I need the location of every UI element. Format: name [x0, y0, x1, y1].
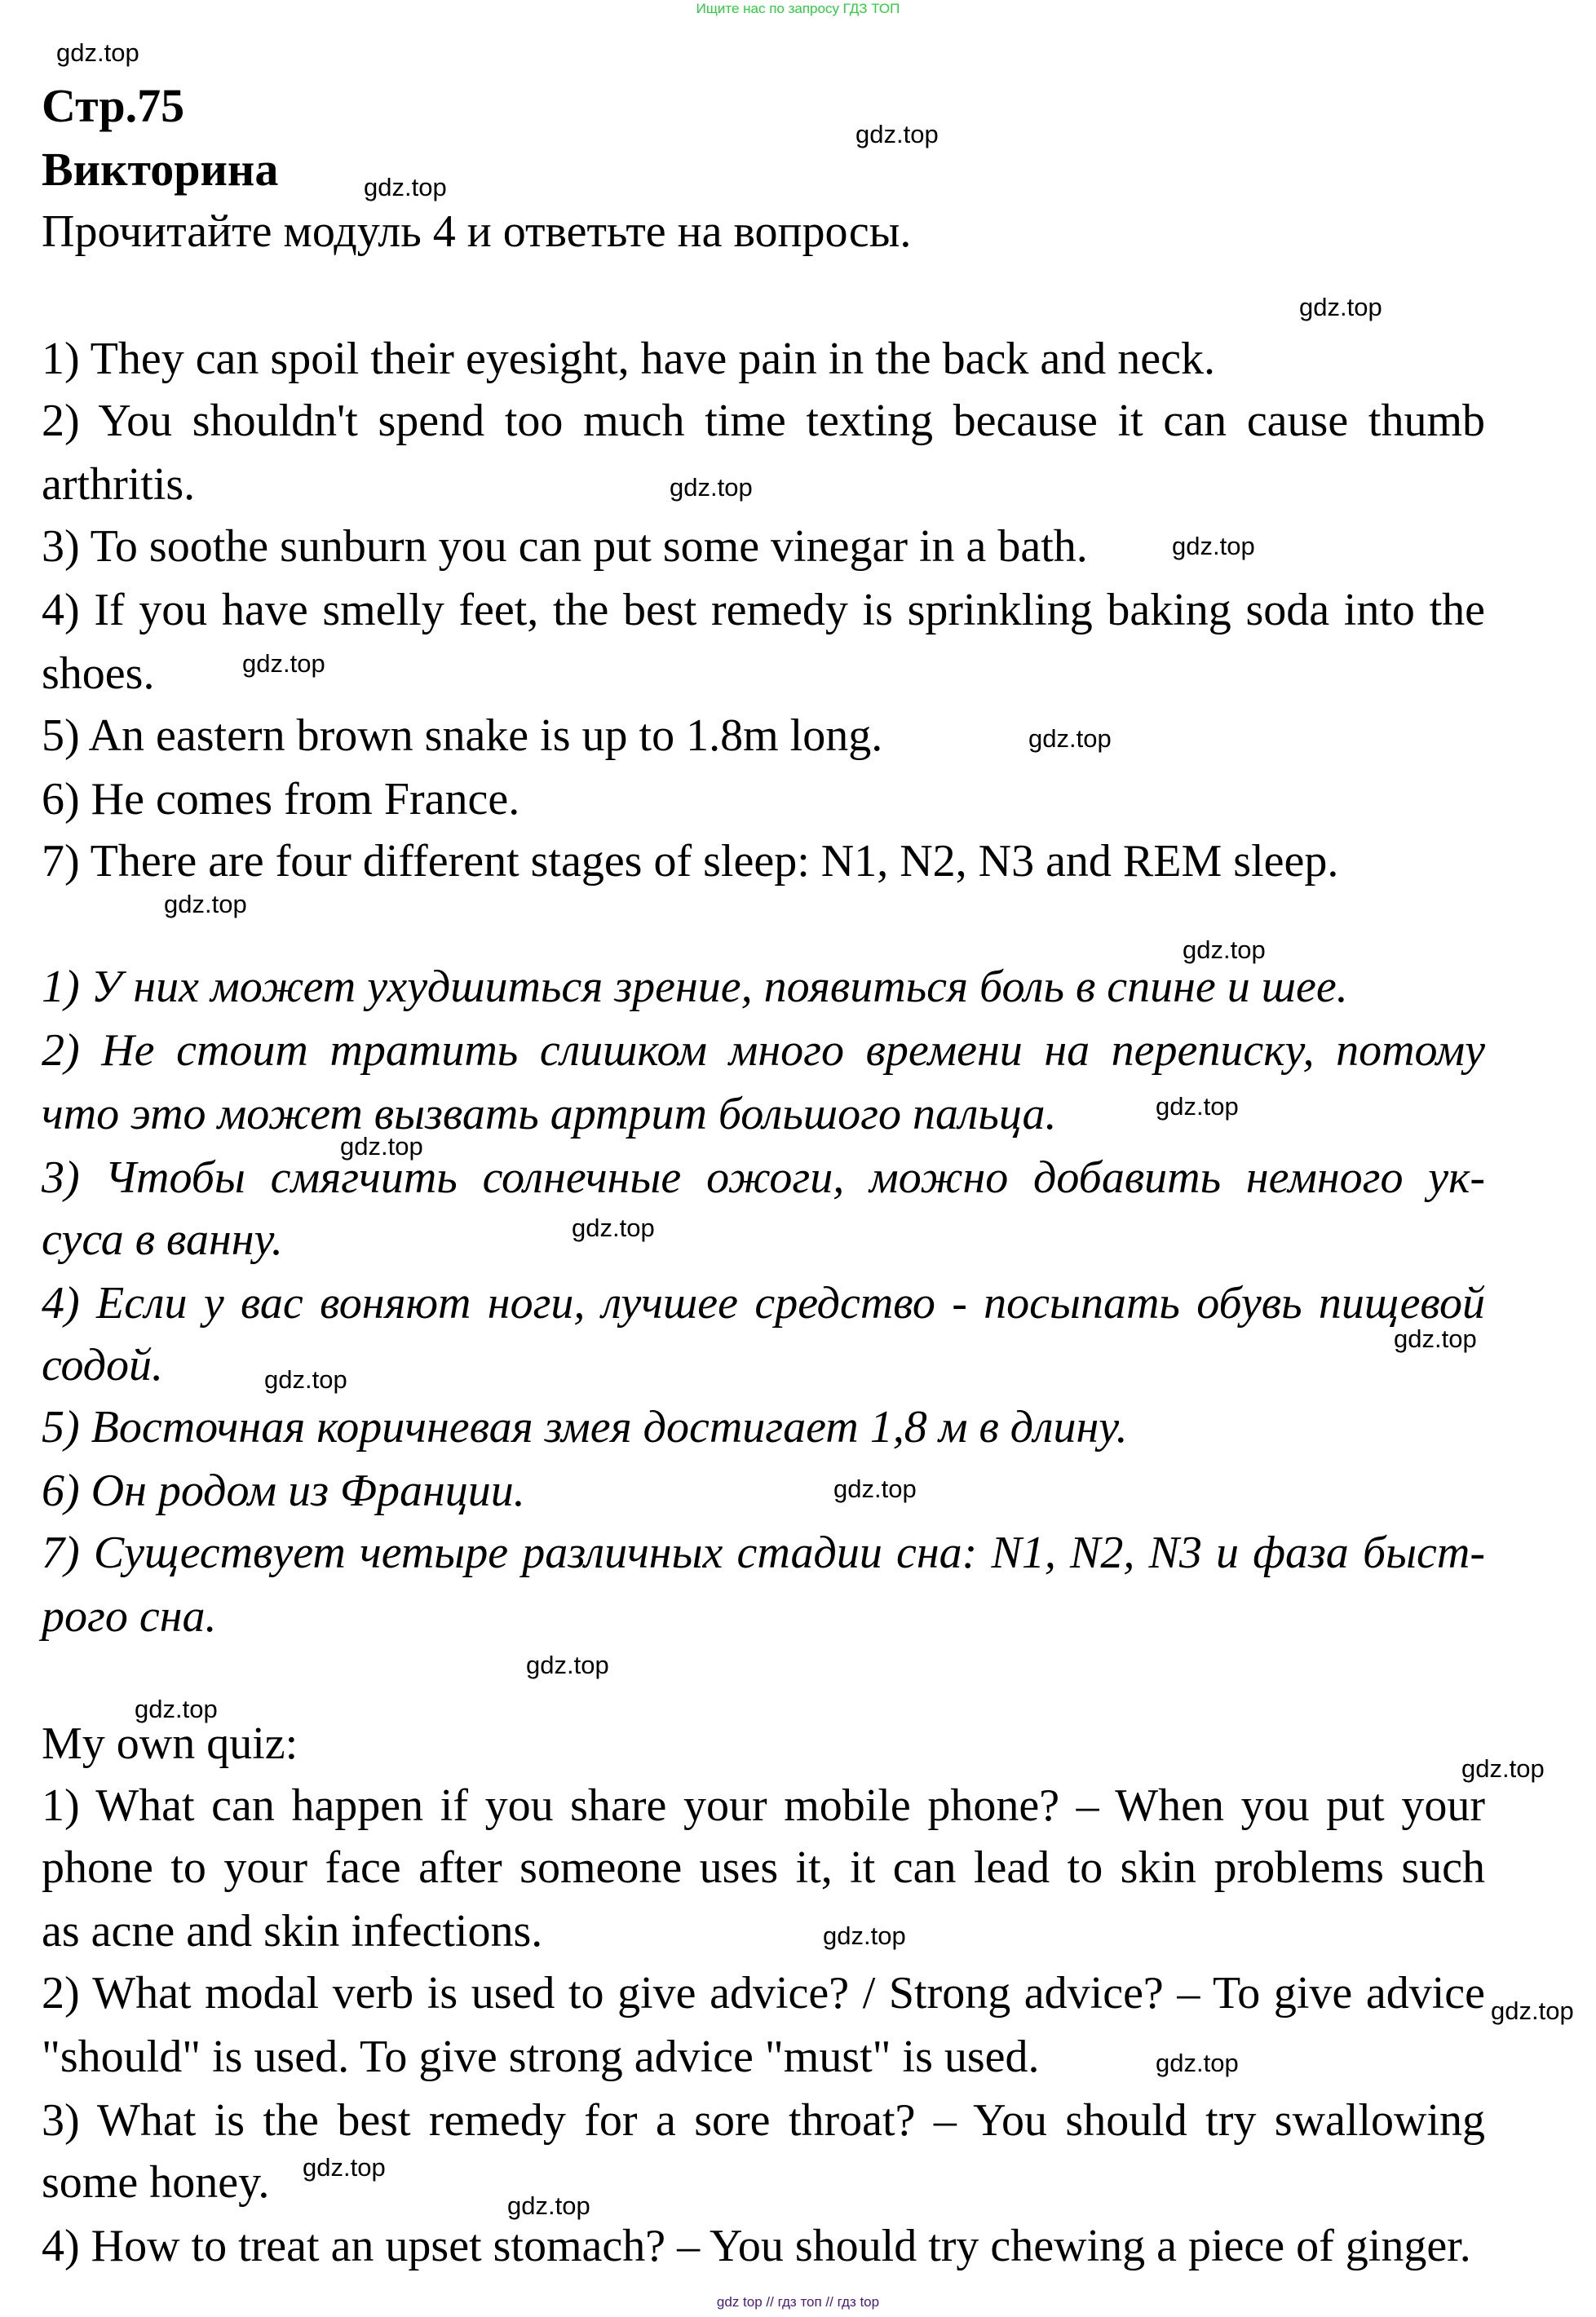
watermark: gdz.top: [56, 38, 139, 67]
answer-ru-line: 3) Чтобы смягчить солнечные ожоги, можно добавить немного ук-: [42, 1152, 1485, 1203]
watermark: gdz.top: [242, 649, 325, 678]
bottom-banner: gdz top // гдз топ // гдз top: [716, 2294, 880, 2310]
answer-ru-line: рого сна.: [42, 1591, 217, 1642]
own-quiz-line: phone to your face after someone uses it, it can lead to skin problems such: [42, 1842, 1485, 1893]
own-quiz-line: 3) What is the best remedy for a sore throat? – You should try swallowing: [42, 2095, 1485, 2146]
watermark: gdz.top: [833, 1475, 917, 1503]
watermark: gdz.top: [855, 120, 939, 148]
watermark: gdz.top: [526, 1651, 609, 1679]
own-quiz-line: 1) What can happen if you share your mobile phone? – When you put your: [42, 1780, 1485, 1831]
answer-en-line: arthritis.: [42, 459, 196, 510]
answer-ru-line: 1) У них может ухудшиться зрение, появиться боль в спине и шее.: [42, 962, 1348, 1012]
answer-ru-line: содой.: [42, 1340, 164, 1391]
own-quiz-line: "should" is used. To give strong advice "must" is used.: [42, 2032, 1040, 2082]
own-quiz-line: 4) How to treat an upset stomach? – You should try chewing a piece of ginger.: [42, 2221, 1471, 2271]
section-title: Викторина: [42, 143, 279, 196]
watermark: gdz.top: [164, 890, 247, 918]
own-quiz-title: My own quiz:: [42, 1718, 298, 1769]
watermark: gdz.top: [1028, 724, 1112, 753]
answer-en-line: 5) An eastern brown snake is up to 1.8m long.: [42, 710, 883, 761]
watermark: gdz.top: [340, 1132, 423, 1161]
watermark: gdz.top: [572, 1214, 655, 1242]
answer-en-line: 6) He comes from France.: [42, 774, 520, 825]
own-quiz-line: some honey.: [42, 2157, 270, 2208]
watermark: gdz.top: [364, 173, 447, 201]
answer-ru-line: 2) Не стоит тратить слишком много времени на переписку, потому: [42, 1025, 1485, 1076]
answer-en-line: 2) You shouldn't spend too much time texting because it can cause thumb: [42, 396, 1485, 446]
task-instruction: Прочитайте модуль 4 и ответьте на вопросы.: [42, 206, 912, 257]
answer-en-line: shoes.: [42, 648, 155, 699]
answer-ru-line: суса в ванну.: [42, 1214, 283, 1265]
answer-ru-line: что это может вызвать артрит большого пальца.: [42, 1089, 1057, 1139]
watermark: gdz.top: [1299, 293, 1382, 321]
watermark: gdz.top: [1394, 1324, 1477, 1353]
answer-en-line: 7) There are four different stages of sleep: N1, N2, N3 and REM sleep.: [42, 836, 1339, 887]
own-quiz-line: as acne and skin infections.: [42, 1906, 543, 1957]
watermark: gdz.top: [303, 2153, 386, 2182]
answer-en-line: 3) To soothe sunburn you can put some vinegar in a bath.: [42, 521, 1088, 572]
watermark: gdz.top: [1491, 1996, 1574, 2025]
top-banner: Ищите нас по запросу ГДЗ ТОП: [696, 1, 900, 16]
watermark: gdz.top: [1183, 935, 1266, 964]
watermark: gdz.top: [1156, 1092, 1239, 1121]
watermark: gdz.top: [823, 1921, 906, 1950]
watermark: gdz.top: [264, 1365, 347, 1394]
watermark: gdz.top: [670, 473, 753, 502]
answer-en-line: 4) If you have smelly feet, the best remedy is sprinkling baking soda into the: [42, 585, 1485, 635]
watermark: gdz.top: [1172, 532, 1255, 560]
watermark: gdz.top: [135, 1695, 218, 1723]
watermark: gdz.top: [1461, 1754, 1545, 1783]
watermark: gdz.top: [507, 2191, 590, 2220]
answer-ru-line: 7) Существует четыре различных стадии сна: N1, N2, N3 и фаза быст-: [42, 1528, 1485, 1578]
answer-en-line: 1) They can spoil their eyesight, have pain in the back and neck.: [42, 334, 1215, 384]
watermark: gdz.top: [1156, 2049, 1239, 2077]
own-quiz-line: 2) What modal verb is used to give advice? / Strong advice? – To give advice: [42, 1968, 1485, 2019]
page-number: Стр.75: [42, 79, 185, 132]
answer-ru-line: 6) Он родом из Франции.: [42, 1466, 525, 1516]
answer-ru-line: 5) Восточная коричневая змея достигает 1,8 м в длину.: [42, 1402, 1128, 1453]
answer-ru-line: 4) Если у вас воняют ноги, лучшее средство - посыпать обувь пищевой: [42, 1278, 1485, 1329]
